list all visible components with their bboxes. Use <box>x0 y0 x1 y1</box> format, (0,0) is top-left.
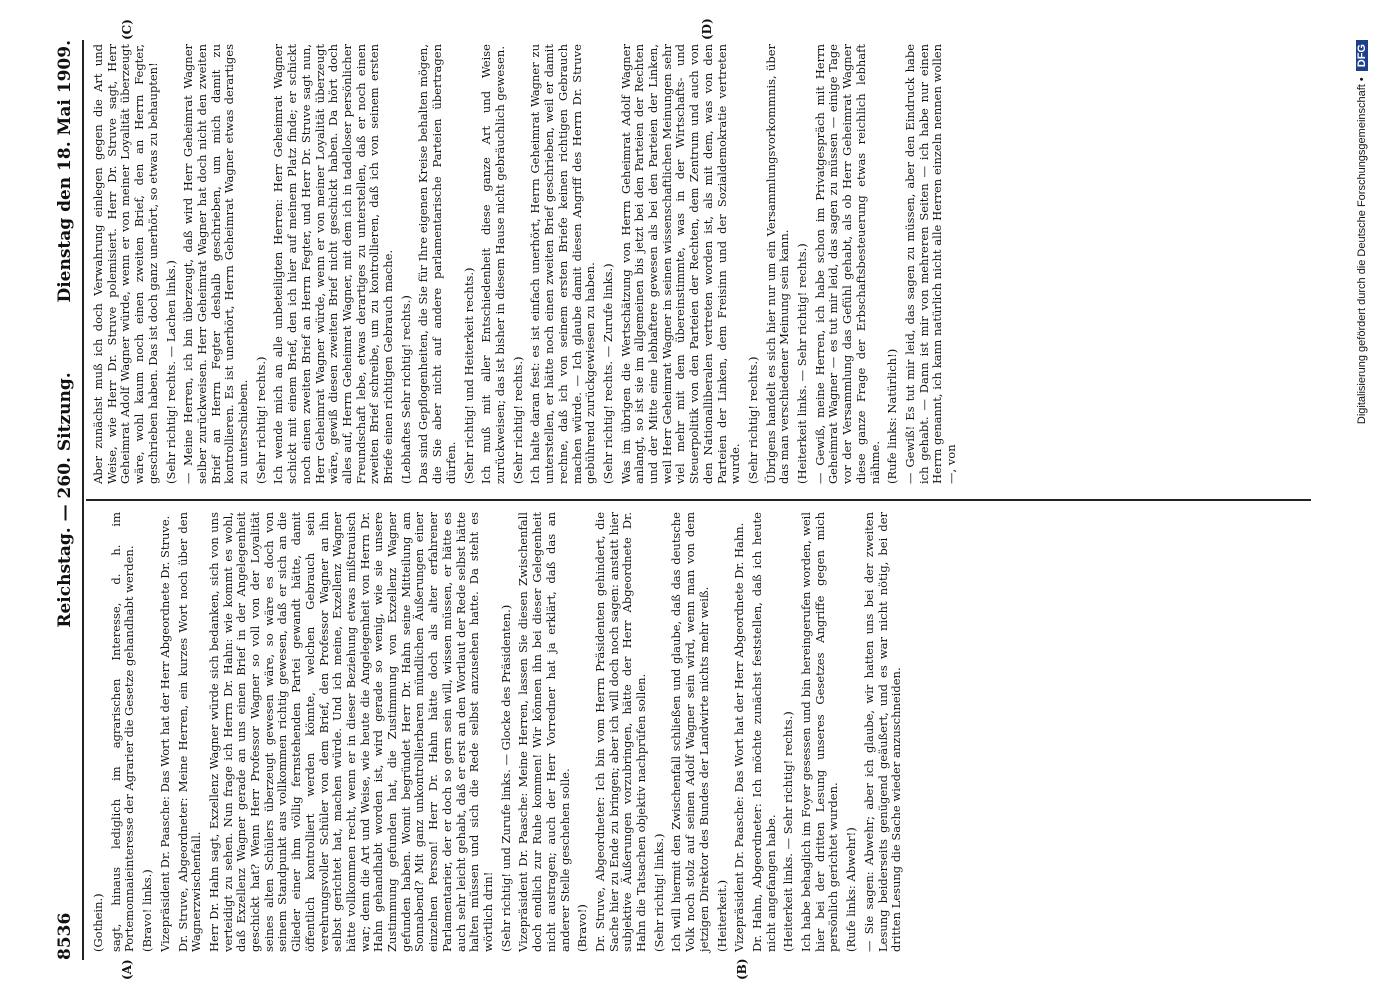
column-divider <box>86 499 1311 501</box>
paragraph: Vizepräsident Dr. Paasche: Das Wort hat der Herr Abgeordnete Dr. Struve. <box>157 515 172 952</box>
paragraph: Herr Dr. Hahn sagt, Exzellenz Wagner würde sich bedanken, sich von uns verteidigt zu sehen. Nun frage ich Herrn Dr. Hahn: wie kommt es wohl, daß Exzellenz Wagner gerade an uns einen Brief in der Angelegenheit geschickt hat? Wenn Herr Professor Wagner so voll von der Loyalität seines alten Schülers überzeugt gewesen wäre, so wäre es doch von seinem Standpunkt aus vollkommen richtig gewesen, daß er sich an die Glieder einer ihm völlig fernstehenden Partei gewandt hätte, damit öffentlich kontrolliert werden könnte, welchen Gebrauch sein verehrungsvoller Schüler von dem Brief, den Professor Wagner an ihn selbst gerichtet hat, machen würde. Und ich meine, Exzellenz Wagner hätte vollkommen recht, wenn er in dieser Beziehung etwas mißtrauisch war; denn die Art und Weise, wie heute die Angelegenheit von Herrn Dr. Hahn gehandhabt worden ist, wird gerade so wenig, wie sie unsere Zustimmung gefunden hat, die Zustimmung von Exzellenz Wagner gefunden haben. Womit begründet Herr Dr. Hahn seine Mitteilung am Sonnabend? Mit ganz unkontrollierbaren mündlichen Äußerungen einer einzelnen Person! Herr Dr. Hahn hätte doch als alter erfahrener Parlamentarier, der er doch so gern sein will, wissen müssen, er hätte es auch sehr leicht gehabt, daß er erst an den Wortlaut der Rede selbst hätte halten müssen und sich die Rede selbst anzusehen hatte. Da steht es wörtlich drin! <box>206 508 495 952</box>
paragraph: Dr. Struve, Abgeordneter: Ich bin vom Herrn Präsidenten gehindert, die Sache hier zu Ende zu bringen; aber ich will doch noch sagen: anstatt hier subjektive Äußerungen vorzubringen, hätte der Herr Abgeordnete Dr. Hahn die Tatsachen objektiv nachprüfen sollen. <box>592 508 649 952</box>
funding-note: Digitalisierung gefördert durch die Deutsche Forschungsgemeinschaft • <box>1356 77 1368 425</box>
left-text-column <box>91 508 908 952</box>
right-text-column <box>91 40 963 484</box>
paragraph: Übrigens handelt es sich hier nur um ein Versammlungsvorkommnis, über das man verschiedener Meinung sein kann. <box>763 40 792 484</box>
paragraph: (Sehr richtig! rechts. — Lachen links.) <box>163 260 178 484</box>
paragraph: — Sie sagen: Abwehr; aber ich glaube, wir hatten uns bei der zweiten Lesung beiderseits genügend geäußert, und es war nicht nötig, bei der dritten Lesung die Sache wieder anzuschneiden. <box>861 508 904 952</box>
margin-marker-c: (C) <box>120 19 134 40</box>
paragraph: Ich habe behaglich im Foyer gesessen und bin hereingerufen worden, weil hier bei der dritten Lesung unseres Gesetzes Angriffe gegen mich persönlich gerichtet wurden. <box>799 508 841 952</box>
footer <box>1356 40 1368 960</box>
paragraph: (Heiterkeit links. — Sehr richtig! rechts.) <box>795 243 810 484</box>
paragraph: Ich muß mit aller Entschiedenheit diese ganze Art und Weise zurückweisen; das ist bisher in diesem Hause nicht gebräuchlich gewesen. <box>479 40 507 484</box>
paragraph: (Sehr richtig! links.) <box>651 833 666 952</box>
page-header <box>55 40 79 960</box>
paragraph: (Bravo! links.) <box>140 869 155 952</box>
page-number: 8536 <box>55 912 75 960</box>
paragraph: Ich halte daran fest: es ist einfach unerhört, Herrn Geheimrat Wagner zu unterstellen, er hätte noch einen zweiten Brief geschrieben, weil er damit rechne, daß ich von seinem ersten Briefe keinen richtigen Gebrauch machen würde. — Ich glaube damit diesen Angriff des Herrn Dr. Struve gebührend zurückgewiesen zu haben. <box>528 40 598 484</box>
paragraph: — Gewiß, meine Herren, ich habe schon im Privatgespräch mit Herrn Geheimrat Wagner — es tut mir leid, das sagen zu müssen — einige Tage vor der Versammlung das Gefühl gehabt, als ob Herr Geheimrat Wagner diese ganze Frage der Erbschaftsbesteuerung etwas reichlich lebhaft nähme. <box>812 40 882 484</box>
paragraph: Aber zunächst muß ich doch Verwahrung einlegen gegen die Art und Weise, wie Herr Dr. Struve polemisiert. Herr Dr. Struve sagt, Herr Geheimrat Adolf Wagner würde, wenn er von meiner Loyalität überzeugt wäre, wohl kaum noch einen zweiten Brief, den an Herrn Fegter, geschrieben haben. Das ist doch ganz unerhört, so etwas zu behaupten! <box>91 40 160 484</box>
paragraph: (Heiterkeit.) <box>714 879 729 952</box>
dfg-logo: DFG <box>1356 40 1368 71</box>
paragraph: Ich will hiermit den Zwischenfall schließen und glaube, daß das deutsche Volk noch stolz auf seinen Adolf Wagner sein wird, wenn man von dem jetzigen Direktor des Bundes der Landwirte nichts mehr weiß. <box>669 508 711 952</box>
paragraph: Das sind Gepflogenheiten, die Sie für Ihre eigenen Kreise behalten mögen, die Sie aber nicht auf andere parlamentarische Parteien übertragen dürfen. <box>416 40 458 484</box>
paragraph: sagt, hinaus lediglich im agrarischen Interesse, d. h. im Portemonnaieinteresse der Agrarier die Gesetze gehandhabt werden. <box>108 508 137 952</box>
paragraph: (Sehr richtig! rechts.) <box>510 356 525 484</box>
paragraph: (Bravo!) <box>575 904 590 952</box>
session-title: Reichstag. — 260. Sitzung. <box>55 372 75 628</box>
paragraph: (Heiterkeit links. — Sehr richtig! rechts.) <box>781 711 796 952</box>
paragraph: (Rufe links: Abwehr!) <box>844 827 859 952</box>
paragraph: — Meine Herren, ich bin überzeugt, daß wird Herr Geheimrat Wagner selber zurückweisen. Herr Geheimrat Wagner hat doch nicht den zweiten Brief an Herrn Fegter deshalb geschrieben, um mich damit zu kontrollieren. Es ist unerhört, Herrn Geheimrat Wagner etwas derartiges zu unterschieben. <box>181 40 251 484</box>
header-rule <box>82 40 84 960</box>
paragraph: (Sehr richtig! und Heiterkeit rechts.) <box>461 267 476 484</box>
paragraph: (Rufe links: Natürlich!) <box>885 348 900 484</box>
paragraph: (Sehr richtig! rechts. — Zurufe links.) <box>600 263 615 484</box>
margin-marker-d: (D) <box>700 18 714 40</box>
paragraph: Dr. Hahn, Abgeordneter: Ich möchte zunächst feststellen, daß ich heute nicht angefangen habe. <box>749 508 778 952</box>
paragraph: (Sehr richtig! rechts.) <box>253 356 268 484</box>
paragraph: (Gothein.) <box>91 893 105 952</box>
margin-marker-a: (A) <box>120 959 134 980</box>
paragraph: (Lebhaftes Sehr richtig! rechts.) <box>398 295 413 484</box>
paragraph: Dr. Struve, Abgeordneter: Meine Herren, ein kurzes Wort noch über den Wagnerzwischenfall. <box>175 508 204 952</box>
paragraph: Vizepräsident Dr. Paasche: Meine Herren, lassen Sie diesen Zwischenfall doch endlich zur Ruhe kommen! Wir können ihn bei dieser Gelegenheit nicht austragen; auch der Herr Vorredner hat ja erklärt, daß das an anderer Stelle geschehen solle. <box>516 508 572 952</box>
paragraph: Vizepräsident Dr. Paasche: Das Wort hat der Herr Abgeordnete Dr. Hahn. <box>732 522 747 952</box>
paragraph: Was im übrigen die Wertschätzung von Herrn Geheimrat Adolf Wagner anlangt, so ist sie im allgemeinen bis jetzt bei den Parteien der Rechten und der Mitte eine lebhaftere gewesen als bei den Parteien der Linken, weil Herr Geheimrat Wagner in seinen wissenschaftlichen Meinungen sehr viel mehr mit dem übereinstimmte, was in der Wirtschafts- und Steuerpolitik von den Parteien der Rechten, dem Zentrum und auch von den Nationalliberalen vertreten worden ist, als mit dem, was von den Parteien der Linken, dem Freisinn und der Sozialdemokratie vertreten wurde. <box>618 40 743 484</box>
paragraph: (Sehr richtig! rechts.) <box>745 356 760 484</box>
margin-marker-b: (B) <box>735 958 749 980</box>
paragraph: (Sehr richtig! und Zurufe links. — Glocke des Präsidenten.) <box>498 604 513 952</box>
session-date: Dienstag den 18. Mai 1909. <box>55 40 75 303</box>
paragraph: Ich wende mich an alle unbeteiligten Herren: Herr Geheimrat Wagner schickt mit einem Brief, den ich hier auf meinem Platz finde; er schickt noch einen zweiten Brief an Herrn Fegter, und Herr Dr. Struve sagt nun, Herr Geheimrat Wagner würde, wenn er von meiner Loyalität überzeugt wäre, gewiß diesen zweiten Brief nicht geschickt haben. Da hört doch alles auf, Herrn Geheimrat Wagner, mit dem ich in tadelloser persönlicher Freundschaft lebe, etwas derartiges zu unterstellen, daß er noch einen zweiten Brief schreibe, um zu kontrollieren, daß ich von seinem ersten Briefe einen richtigen Gebrauch mache. <box>271 40 396 484</box>
paragraph: — Gewiß! Es tut mir leid, das sagen zu müssen, aber den Eindruck habe ich gehabt. — Dann ist mir von mehreren Seiten — ich habe nur einen Herrn genannt, ich kann natürlich nicht alle Herren einzeln nennen wollen —, von <box>902 40 959 484</box>
